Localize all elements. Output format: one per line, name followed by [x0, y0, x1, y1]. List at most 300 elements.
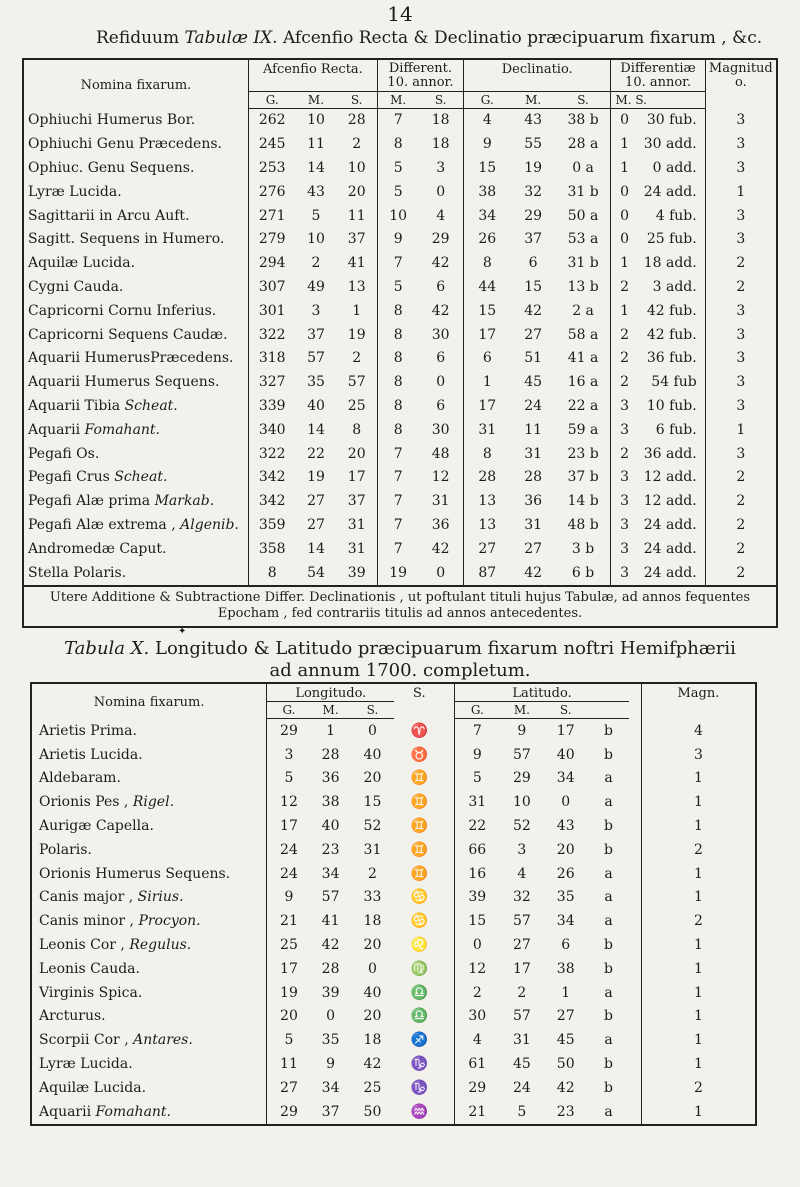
latitude-cell: 5	[517, 1103, 527, 1120]
ascension-cell: 271	[248, 204, 295, 228]
declination-cell: 28	[524, 469, 543, 486]
star-name-proper: Fomahant.	[95, 1103, 172, 1120]
subheader-cell: S.	[351, 702, 395, 719]
diff-declination-cell: 0	[611, 228, 638, 252]
diff-declination-cell: 0 add.	[652, 160, 697, 177]
spacer-cell	[444, 957, 454, 981]
zodiac-sign-icon: ♑	[410, 1056, 429, 1073]
running-head-table: Tabulæ IX.	[184, 28, 278, 48]
star-name: Orionis Pes ,	[39, 794, 129, 811]
declination-cell: 41 a	[567, 350, 599, 367]
diff-ascension-cell: 7	[377, 442, 418, 466]
longitude-cell: 40	[321, 818, 340, 835]
table-row	[23, 228, 777, 252]
latitude-cell: 38	[556, 960, 575, 977]
diff-declination-cell: 42 fub.	[646, 326, 697, 343]
ornament-mark: ✦	[178, 626, 187, 637]
longitude-cell: 24	[267, 862, 311, 886]
subheader-cell: M. S.	[611, 91, 705, 108]
declination-cell: 6	[463, 347, 510, 371]
star-name: Aquarii Humerus Sequens.	[28, 374, 220, 391]
diff-ascension-cell: 42	[431, 255, 450, 272]
subheader-cell: M.	[377, 91, 418, 108]
diff-ascension-cell: 8	[377, 394, 418, 418]
ascension-cell: 339	[248, 394, 295, 418]
diff-declination-cell: 6 fub.	[655, 421, 697, 438]
latitude-cell: 31	[454, 790, 500, 814]
table-row	[23, 370, 777, 394]
longitude-cell: 5	[267, 1028, 311, 1052]
longitude-cell: 24	[267, 838, 311, 862]
ascension-cell: 11	[347, 207, 366, 224]
ascension-cell: 253	[248, 156, 295, 180]
magnitude-cell: 2	[705, 251, 777, 275]
latitude-cell: a	[604, 984, 613, 1001]
table-row	[31, 1028, 756, 1052]
diff-declination-cell: 0	[611, 108, 638, 132]
table-x	[30, 682, 757, 1126]
latitude-cell: 30	[454, 1005, 500, 1029]
star-name: Aldebaram.	[39, 770, 121, 787]
spacer-cell	[444, 1028, 454, 1052]
magnitude-cell: 3	[705, 204, 777, 228]
latitude-cell: 7	[454, 719, 500, 743]
diff-declination-cell: 10 fub.	[646, 398, 697, 415]
star-name-cell	[23, 489, 248, 513]
ascension-cell: 8	[352, 421, 362, 438]
table-row	[23, 466, 777, 490]
longitude-cell: 20	[363, 1008, 382, 1025]
diff-declination-cell: 2	[611, 347, 638, 371]
declination-cell: 6	[528, 255, 538, 272]
diff-declination-cell: 24 add.	[643, 540, 697, 557]
zodiac-sign-icon: ♎	[410, 1008, 429, 1025]
running-head-rest: Afcenfio Recta & Declinatio præcipuarum fixarum , &c.	[282, 28, 763, 48]
latitude-cell: 24	[512, 1079, 531, 1096]
star-name: Aquarii HumerusPræcedens.	[28, 350, 234, 367]
latitude-cell: 1	[561, 984, 571, 1001]
ascension-cell: 20	[347, 183, 366, 200]
declination-cell: 29	[524, 207, 543, 224]
diff-declination-cell: 24 add.	[643, 564, 697, 581]
diff-ascension-cell: 4	[436, 207, 446, 224]
ascension-cell: 57	[347, 374, 366, 391]
star-name: Aquarii	[39, 1103, 92, 1120]
table-row	[31, 862, 756, 886]
ascension-cell: 20	[347, 445, 366, 462]
star-name: Arietis Lucida.	[39, 746, 143, 763]
magnitude-cell: 3	[705, 299, 777, 323]
table-row	[23, 323, 777, 347]
latitude-cell: 12	[454, 957, 500, 981]
subheader-cell: S.	[556, 91, 611, 108]
col-header-diff2: Differentiæ 10. annor.	[611, 59, 705, 91]
ascension-cell: 342	[248, 466, 295, 490]
magnitude-cell: 3	[705, 156, 777, 180]
ascension-cell: 307	[248, 275, 295, 299]
declination-cell: 87	[463, 561, 510, 586]
ascension-cell: 342	[248, 489, 295, 513]
longitude-cell: 34	[321, 1079, 340, 1096]
declination-cell: 22 a	[567, 398, 599, 415]
declination-cell: 28 a	[567, 136, 599, 153]
spacer-cell	[444, 1076, 454, 1100]
ascension-cell: 54	[307, 564, 325, 581]
star-name: Sagitt. Sequens in Humero.	[28, 231, 225, 248]
longitude-cell: 21	[267, 909, 311, 933]
star-name: Lyræ Lucida.	[28, 183, 122, 200]
star-name-cell	[23, 156, 248, 180]
longitude-cell: 18	[363, 1032, 382, 1049]
declination-cell: 55	[524, 136, 543, 153]
star-name-cell	[23, 442, 248, 466]
diff-ascension-cell: 7	[377, 513, 418, 537]
subheader-cell: S.	[418, 91, 463, 108]
star-name-cell	[31, 1005, 267, 1029]
declination-cell: 23 b	[567, 445, 599, 462]
magnitude-cell: 2	[705, 466, 777, 490]
subheader-cell: M.	[311, 702, 351, 719]
magnitude-cell: 2	[705, 561, 777, 586]
latitude-cell: 50	[556, 1056, 575, 1073]
diff-ascension-cell: 6	[436, 350, 446, 367]
declination-cell: 13	[463, 513, 510, 537]
ascension-cell: 318	[248, 347, 295, 371]
latitude-cell: a	[604, 889, 613, 906]
diff-declination-cell: 12 add.	[643, 493, 697, 510]
longitude-cell: 9	[267, 886, 311, 910]
spacer-cell	[444, 933, 454, 957]
table-row	[31, 957, 756, 981]
table-row	[23, 275, 777, 299]
declination-cell: 28	[463, 466, 510, 490]
diff-declination-cell: 3	[611, 513, 638, 537]
star-name-cell	[23, 513, 248, 537]
latitude-cell: 29	[454, 1076, 500, 1100]
declination-cell: 42	[524, 564, 543, 581]
star-name: Leonis Cauda.	[39, 960, 140, 977]
ascension-cell: 3	[311, 302, 321, 319]
star-name-cell	[31, 743, 267, 767]
star-name-cell	[31, 1052, 267, 1076]
zodiac-sign-icon: ♉	[410, 746, 429, 763]
latitude-cell: 57	[512, 746, 531, 763]
diff-ascension-cell: 5	[377, 180, 418, 204]
diff-declination-cell: 24 add.	[643, 517, 697, 534]
latitude-cell: a	[604, 794, 613, 811]
star-name: Lyræ Lucida.	[39, 1056, 133, 1073]
diff-ascension-cell: 5	[377, 275, 418, 299]
ascension-cell: 358	[248, 537, 295, 561]
diff-ascension-cell: 18	[431, 136, 450, 153]
diff-ascension-cell: 8	[377, 299, 418, 323]
star-name-cell	[23, 108, 248, 132]
magnitude-cell: 1	[641, 862, 756, 886]
declination-cell: 16 a	[567, 374, 599, 391]
ascension-cell: 27	[307, 493, 325, 510]
declination-cell: 11	[524, 421, 543, 438]
latitude-cell: 43	[556, 818, 575, 835]
declination-cell: 15	[524, 279, 543, 296]
magnitude-cell: 3	[705, 228, 777, 252]
spacer-cell	[629, 957, 641, 981]
declination-cell: 50 a	[567, 207, 599, 224]
star-name: Aurigæ Capella.	[39, 818, 154, 835]
star-name-cell	[23, 537, 248, 561]
latitude-cell: 16	[454, 862, 500, 886]
spacer-cell	[444, 1005, 454, 1029]
table-row	[23, 251, 777, 275]
subheader-cell: S.	[544, 702, 588, 719]
latitude-cell: 27	[512, 937, 531, 954]
magnitude-cell: 1	[641, 790, 756, 814]
ascension-cell: 10	[347, 160, 366, 177]
longitude-cell: 38	[321, 794, 340, 811]
magnitude-cell: 2	[641, 1076, 756, 1100]
latitude-cell: 34	[556, 913, 575, 930]
star-name-cell	[31, 886, 267, 910]
star-name: Leonis Cor ,	[39, 937, 125, 954]
latitude-cell: 35	[556, 889, 575, 906]
latitude-cell: 17	[556, 722, 575, 739]
table-row	[31, 743, 756, 767]
latitude-cell: 9	[454, 743, 500, 767]
spacer-cell	[444, 981, 454, 1005]
declination-cell: 17	[463, 323, 510, 347]
star-name: Orionis Humerus Sequens.	[39, 865, 231, 882]
table-row	[23, 513, 777, 537]
spacer-cell	[444, 1100, 454, 1125]
declination-cell: 13	[463, 489, 510, 513]
zodiac-sign-icon: ♊	[410, 865, 429, 882]
star-name-cell	[31, 1028, 267, 1052]
table-row	[31, 1076, 756, 1100]
latitude-cell: 29	[512, 770, 531, 787]
declination-cell: 37	[524, 231, 543, 248]
latitude-cell: 2	[517, 984, 527, 1001]
star-name-cell	[23, 370, 248, 394]
ascension-cell: 37	[347, 493, 366, 510]
star-name-cell	[31, 814, 267, 838]
longitude-cell: 2	[368, 865, 377, 882]
longitude-cell: 57	[321, 889, 340, 906]
spacer-cell	[629, 1005, 641, 1029]
ascension-cell: 13	[347, 279, 366, 296]
diff-declination-cell: 3	[611, 537, 638, 561]
magnitude-cell: 1	[705, 180, 777, 204]
col-header-asc: Afcenfio Recta.	[248, 59, 377, 91]
diff-ascension-cell: 7	[377, 251, 418, 275]
magnitude-cell: 1	[641, 767, 756, 791]
zodiac-sign-icon: ♊	[410, 794, 429, 811]
diff-declination-cell: 1	[611, 299, 638, 323]
ascension-cell: 322	[248, 323, 295, 347]
star-name-cell	[23, 251, 248, 275]
declination-cell: 0 a	[572, 160, 594, 177]
star-name-cell	[31, 767, 267, 791]
zodiac-sign-icon: ♑	[410, 1079, 429, 1096]
longitude-cell: 27	[267, 1076, 311, 1100]
diff-ascension-cell: 7	[377, 108, 418, 132]
star-name: Aquilæ Lucida.	[28, 255, 136, 272]
magnitude-cell: 1	[641, 957, 756, 981]
diff-declination-cell: 24 add.	[643, 183, 697, 200]
diff-ascension-cell: 42	[431, 540, 450, 557]
star-name: Polaris.	[39, 841, 92, 858]
diff-declination-cell: 1	[611, 251, 638, 275]
declination-cell: 37 b	[567, 469, 599, 486]
magnitude-cell: 3	[641, 743, 756, 767]
declination-cell: 34	[463, 204, 510, 228]
declination-cell: 32	[524, 183, 543, 200]
declination-cell: 27	[524, 326, 543, 343]
col-header-lat: Latitudo.	[454, 683, 629, 702]
longitude-cell: 3	[267, 743, 311, 767]
longitude-cell: 28	[321, 960, 340, 977]
magnitude-cell: 1	[705, 418, 777, 442]
spacer-cell	[629, 981, 641, 1005]
longitude-cell: 33	[363, 889, 382, 906]
diff-ascension-cell: 8	[377, 347, 418, 371]
ascension-cell: 2	[352, 136, 362, 153]
declination-cell: 17	[463, 394, 510, 418]
diff-declination-cell: 2	[611, 323, 638, 347]
latitude-cell: 39	[454, 886, 500, 910]
declination-cell: 1	[463, 370, 510, 394]
magnitude-cell: 1	[641, 1052, 756, 1076]
declination-cell: 19	[524, 160, 543, 177]
spacer-cell	[629, 933, 641, 957]
magnitude-cell: 1	[641, 886, 756, 910]
zodiac-sign-icon: ♊	[410, 841, 429, 858]
subheader-cell: G.	[454, 702, 500, 719]
table-note: Utere Additione & Subtractione Differ. Declinationis , ut poftulant tituli hujus Tabulæ, ad annos fequentes Epocham , fed contrariis titulis ad annos antecedentes.	[23, 586, 777, 628]
declination-cell: 31 b	[567, 255, 599, 272]
longitude-cell: 40	[363, 746, 382, 763]
header-row	[31, 683, 756, 702]
table-row	[31, 838, 756, 862]
latitude-cell: 17	[512, 960, 531, 977]
declination-cell: 53 a	[567, 231, 599, 248]
table-x-label: Tabula X.	[64, 638, 150, 659]
latitude-cell: b	[604, 960, 613, 977]
star-name-proper: Procyon.	[138, 913, 201, 930]
longitude-cell: 29	[267, 719, 311, 743]
ascension-cell: 301	[248, 299, 295, 323]
spacer-cell	[444, 743, 454, 767]
magnitude-cell: 2	[641, 838, 756, 862]
page-number: 14	[387, 2, 413, 26]
latitude-cell: 34	[556, 770, 575, 787]
star-name: Pegafi Crus	[28, 469, 110, 486]
diff-ascension-cell: 9	[377, 228, 418, 252]
running-head-prefix: Refiduum	[96, 28, 180, 48]
longitude-cell: 0	[368, 722, 377, 739]
star-name-cell	[23, 299, 248, 323]
ascension-cell: 40	[307, 398, 325, 415]
star-name: Stella Polaris.	[28, 564, 127, 581]
ascension-cell: 279	[248, 228, 295, 252]
star-name-proper: Sirius.	[137, 889, 184, 906]
diff-ascension-cell: 6	[436, 398, 446, 415]
ascension-cell: 41	[347, 255, 366, 272]
magnitude-cell: 3	[705, 442, 777, 466]
latitude-cell: 40	[556, 746, 575, 763]
longitude-cell: 5	[267, 767, 311, 791]
table-row	[31, 909, 756, 933]
magnitude-cell: 3	[705, 347, 777, 371]
ascension-cell: 340	[248, 418, 295, 442]
diff-ascension-cell: 7	[377, 466, 418, 490]
latitude-cell: 10	[512, 794, 531, 811]
diff-declination-cell: 42 fub.	[646, 302, 697, 319]
declination-cell: 36	[524, 493, 543, 510]
star-name-cell	[23, 394, 248, 418]
ascension-cell: 262	[248, 108, 295, 132]
table-x-title-line1: Longitudo & Latitudo præcipuarum fixarum noftri Hemifphærii	[155, 638, 736, 659]
longitude-cell: 40	[363, 984, 382, 1001]
ascension-cell: 19	[307, 469, 325, 486]
latitude-cell: b	[604, 937, 613, 954]
diff-ascension-cell: 30	[431, 326, 450, 343]
diff-ascension-cell: 7	[377, 489, 418, 513]
ascension-cell: 31	[347, 540, 366, 557]
declination-cell: 3 b	[571, 540, 595, 557]
star-name-cell	[23, 466, 248, 490]
diff-declination-cell: 0	[611, 180, 638, 204]
star-name-cell	[23, 561, 248, 586]
magnitude-cell: 3	[705, 132, 777, 156]
zodiac-sign-icon: ♋	[410, 913, 429, 930]
spacer-cell	[444, 909, 454, 933]
ascension-cell: 10	[307, 112, 325, 129]
latitude-cell: 21	[454, 1100, 500, 1125]
diff-ascension-cell: 8	[377, 132, 418, 156]
table-row	[23, 347, 777, 371]
subheader-cell: M.	[500, 702, 544, 719]
ascension-cell: 25	[347, 398, 366, 415]
star-name-cell	[31, 1100, 267, 1125]
longitude-cell: 34	[321, 865, 340, 882]
star-name-cell	[31, 838, 267, 862]
zodiac-sign-icon: ♒	[410, 1103, 429, 1120]
star-name: Arcturus.	[39, 1008, 106, 1025]
spacer-cell	[629, 743, 641, 767]
latitude-cell: 4	[454, 1028, 500, 1052]
latitude-cell: b	[604, 818, 613, 835]
longitude-cell: 9	[326, 1056, 336, 1073]
star-name: Pegafi Alæ extrema ,	[28, 517, 176, 534]
magnitude-cell: 1	[641, 981, 756, 1005]
magnitude-cell: 1	[641, 1028, 756, 1052]
star-name-cell	[23, 228, 248, 252]
table-row	[23, 180, 777, 204]
table-row	[23, 156, 777, 180]
col-header-mag: Magnitudo.	[705, 59, 777, 108]
ascension-cell: 322	[248, 442, 295, 466]
ascension-cell: 49	[307, 279, 325, 296]
star-name: Sagittarii in Arcu Auft.	[28, 207, 190, 224]
table-row	[23, 299, 777, 323]
star-name: Pegafi Alæ prima	[28, 493, 151, 510]
subheader-cell: G.	[248, 91, 295, 108]
latitude-cell: 0	[454, 933, 500, 957]
spacer-cell	[444, 862, 454, 886]
declination-cell: 43	[524, 112, 543, 129]
star-name-proper: Antares.	[133, 1032, 193, 1049]
diff-ascension-cell: 42	[431, 302, 450, 319]
spacer-cell	[629, 862, 641, 886]
